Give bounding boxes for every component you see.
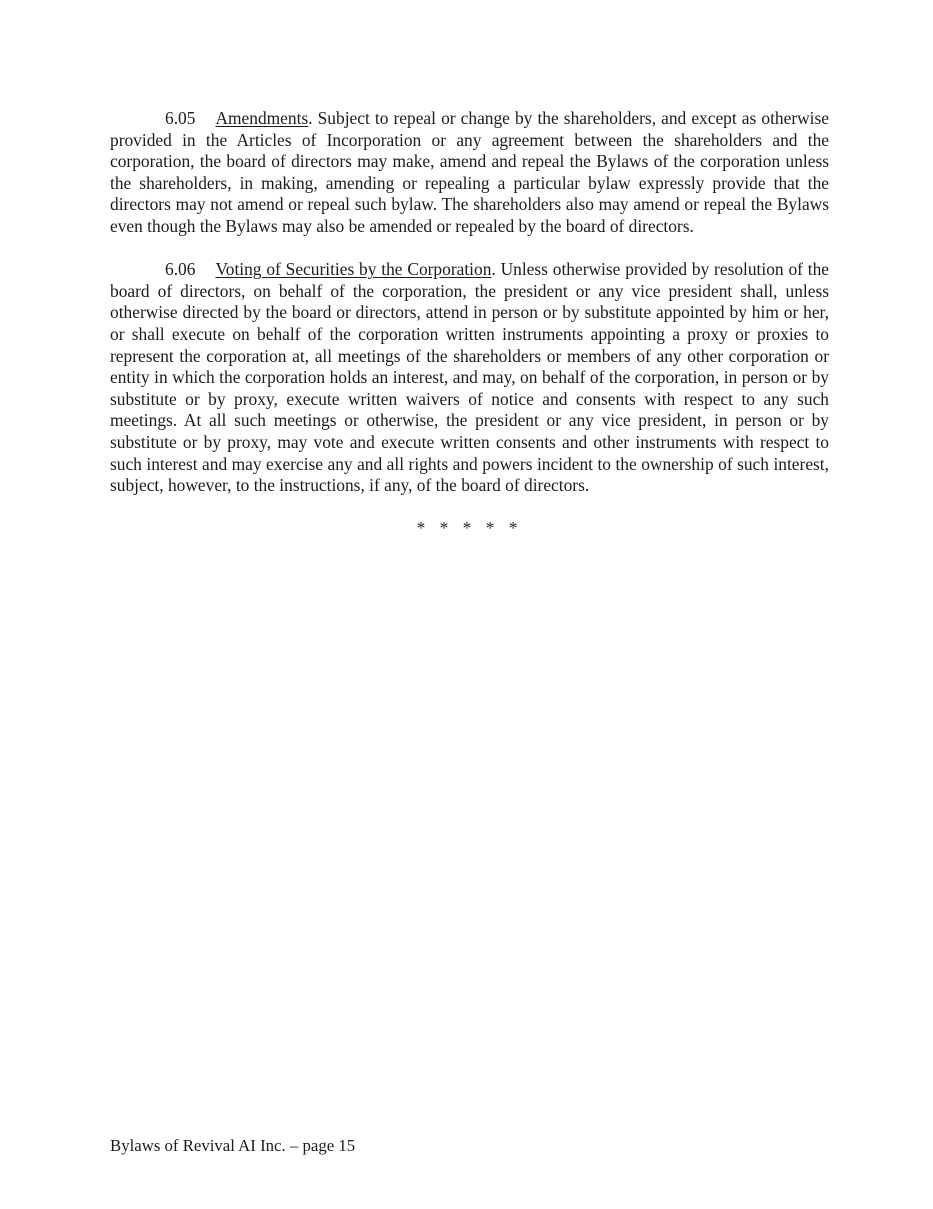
section-heading: Voting of Securities by the Corporation bbox=[215, 259, 492, 280]
section-body-text: . Subject to repeal or change by the shareholders, and except as otherwise provided in the Articles of Incorporation or any agreement between the shareholders and the corporation, the board of directors may make, amend and repeal the Bylaws of the corporation unless the shareholders, in making, amending or repealing a particular bylaw expressly provide that the directors may not amend or repeal such bylaw. The shareholders also may amend or repeal the Bylaws even though the Bylaws may also be amended or repealed by the board of directors. bbox=[110, 108, 829, 236]
section-paragraph-6-05 bbox=[110, 108, 829, 238]
page-footer: Bylaws of Revival AI Inc. – page 15 bbox=[110, 1136, 356, 1155]
document-content bbox=[110, 108, 829, 540]
section-number: 6.06 bbox=[165, 259, 196, 280]
section-body-text: . Unless otherwise provided by resolution of the board of directors, on behalf of the corporation, the president or any vice president shall, unless otherwise directed by the board or directors, attend in person or by substitute appointed by him or her, or shall execute on behalf of the corporation written instruments appointing a proxy or proxies to represent the corporation at, all meetings of the shareholders or members of any other corporation or entity in which the corporation holds an interest, and may, on behalf of the corporation, in person or by substitute or by proxy, execute written waivers of notice and consents with respect to any such meetings. At all such meetings or otherwise, the president or any vice president, in person or by substitute or by proxy, may vote and execute written consents and other instruments with respect to such interest and may exercise any and all rights and powers incident to the ownership of such interest, subject, however, to the instructions, if any, of the board of directors. bbox=[110, 259, 830, 496]
asterisk-separator: * * * * * bbox=[416, 518, 523, 539]
section-paragraph-6-06 bbox=[110, 259, 829, 497]
section-heading: Amendments bbox=[215, 108, 309, 128]
section-number: 6.05 bbox=[165, 108, 196, 128]
